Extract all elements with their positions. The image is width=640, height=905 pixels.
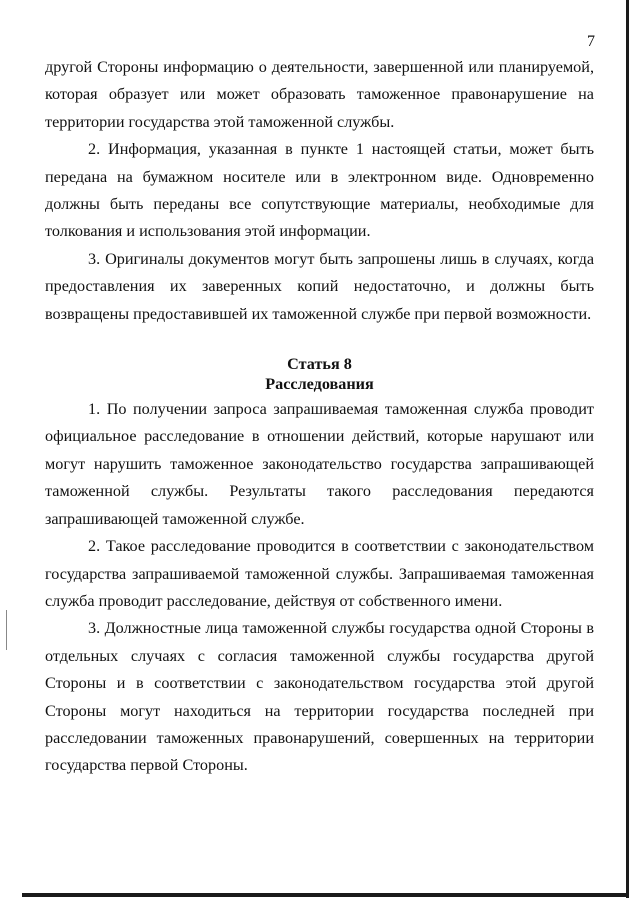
paragraph-item-2: 2. Информация, указанная в пункте 1 настоящей статьи, может быть передана на бумажном носителе или в электронном виде. Одновременно должны быть переданы все сопутствующие материалы, необходимые для толкования и использования этой информации.: [45, 140, 594, 241]
scan-mark: [6, 610, 7, 650]
document-body: [45, 54, 594, 780]
article-number: Статья 8: [287, 355, 352, 374]
page-number: 7: [587, 33, 595, 50]
article-heading: [45, 354, 594, 394]
article-paragraph-3: 3. Должностные лица таможенной службы государства одной Стороны в отдельных случаях с согласия таможенной службы государства другой Стороны и в соответствии с законодательством государства этой другой Стороны могут находиться на территории государства последней при расследовании таможенных правонарушений, совершенных на территории государства первой Стороны.: [45, 619, 594, 775]
article-paragraph-2: 2. Такое расследование проводится в соответствии с законодательством государства запрашиваемой таможенной службы. Запрашиваемая таможенная служба проводит расследование, действуя от собственного имени.: [45, 537, 594, 610]
page-border-bottom: [22, 893, 629, 897]
article-title: Расследования: [265, 375, 374, 394]
page-border-right: [626, 0, 629, 898]
article-paragraph-1: 1. По получении запроса запрашиваемая таможенная служба проводит официальное расследование в отношении действий, которые нарушают или могут нарушить таможенное законодательство государства запрашивающей таможенной службы. Результаты такого расследования передаются запрашивающей таможенной службе.: [45, 400, 594, 528]
paragraph-continuation: другой Стороны информацию о деятельности, завершенной или планируемой, которая образует или может образовать таможенное правонарушение на территории государства этой таможенной службы.: [45, 58, 594, 131]
paragraph-item-3: 3. Оригиналы документов могут быть запрошены лишь в случаях, когда предоставления их заверенных копий недостаточно, и должны быть возвращены предоставившей их таможенной службе при первой возможности.: [45, 249, 594, 323]
